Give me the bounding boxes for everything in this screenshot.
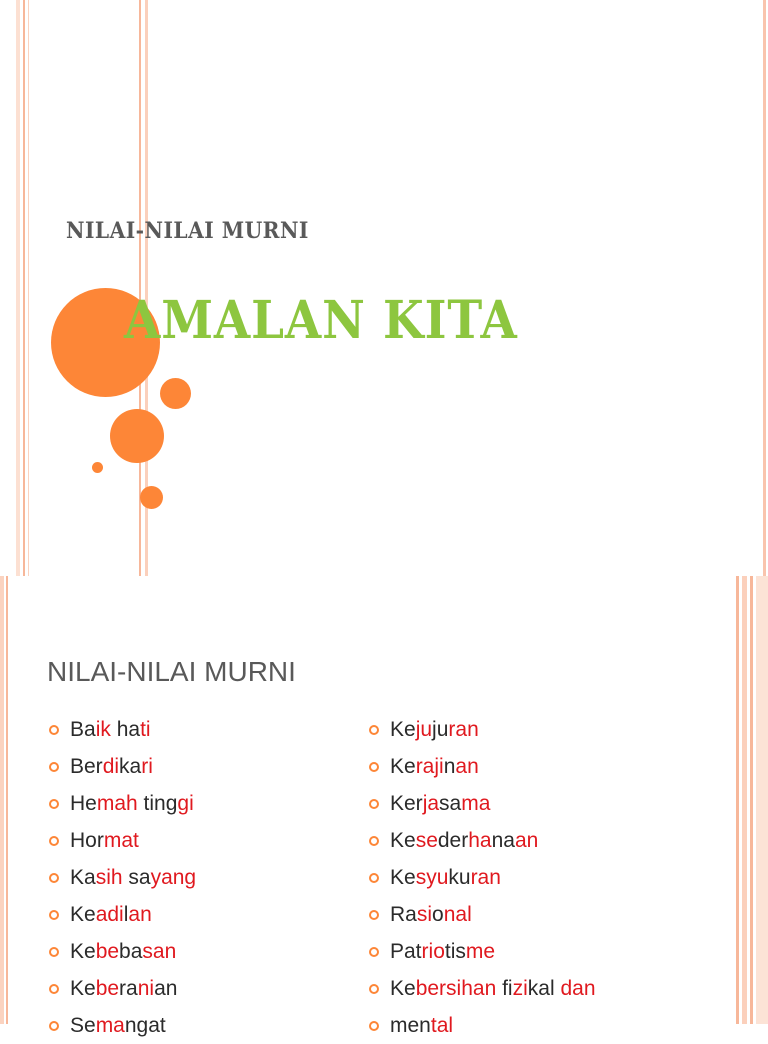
list-item: [47, 785, 196, 822]
highlighted-syllable: san: [142, 940, 177, 963]
bullet-icon: [49, 984, 59, 994]
bullet-icon: [49, 873, 59, 883]
slide-title: AMALAN KITA: [124, 290, 518, 351]
decor-circle: [92, 462, 103, 473]
list-item: [367, 785, 596, 822]
highlighted-syllable: tal: [430, 1014, 454, 1037]
highlighted-syllable: mat: [103, 829, 139, 852]
bullet-icon: [369, 984, 379, 994]
slide-heading: NILAI-NILAI MURNI: [47, 656, 296, 687]
bullet-icon: [369, 762, 379, 772]
decor-line: [742, 576, 747, 1024]
highlighted-syllable: si: [416, 903, 433, 926]
list-item: [367, 896, 596, 933]
syllable: Ke: [390, 718, 416, 741]
highlighted-syllable: ha: [468, 829, 492, 852]
syllable: ku: [448, 866, 471, 889]
decor-line: [756, 576, 768, 1024]
list-item: [367, 822, 596, 859]
highlighted-syllable: ni: [137, 977, 155, 1000]
decor-line: [6, 576, 8, 1024]
list-item: [367, 1007, 596, 1044]
list-item: [367, 970, 596, 1007]
syllable: Ka: [70, 866, 96, 889]
bullet-icon: [49, 799, 59, 809]
highlighted-syllable: nal: [443, 903, 472, 926]
highlighted-syllable: an: [455, 755, 479, 778]
syllable: o: [432, 903, 444, 926]
syllable: Ke: [390, 755, 416, 778]
bullet-icon: [49, 947, 59, 957]
syllable: ha: [110, 718, 141, 741]
bullet-icon: [49, 836, 59, 846]
syllable: l: [123, 903, 129, 926]
highlighted-syllable: gi: [177, 792, 194, 815]
highlighted-syllable: dan: [560, 977, 596, 1000]
syllable: Ber: [70, 755, 103, 778]
highlighted-syllable: an: [514, 829, 539, 852]
bullet-icon: [49, 910, 59, 920]
syllable: sa: [439, 792, 462, 815]
highlighted-syllable: ran: [448, 718, 479, 741]
highlighted-syllable: mah: [96, 792, 138, 815]
bullet-icon: [369, 1021, 379, 1031]
syllable: ka: [119, 755, 142, 778]
decor-circle: [140, 486, 163, 509]
syllable: ju: [432, 718, 449, 741]
bullet-icon: [369, 947, 379, 957]
highlighted-syllable: syu: [415, 866, 449, 889]
list-item: [47, 933, 196, 970]
bullet-icon: [369, 910, 379, 920]
decor-line: [28, 0, 29, 576]
syllable: Pat: [390, 940, 422, 963]
syllable: ba: [119, 940, 143, 963]
highlighted-syllable: rio: [421, 940, 445, 963]
decor-line: [23, 0, 25, 576]
highlighted-syllable: an: [128, 903, 152, 926]
list-item: [367, 748, 596, 785]
syllable: ngat: [124, 1014, 166, 1037]
highlighted-syllable: be: [95, 940, 120, 963]
decor-line: [763, 0, 766, 576]
syllable: kal: [527, 977, 561, 1000]
highlighted-syllable: be: [95, 977, 120, 1000]
syllable: ting: [137, 792, 178, 815]
list-item: [367, 711, 596, 748]
syllable: der: [437, 829, 469, 852]
list-item: [47, 970, 196, 1007]
syllable: Ke: [70, 940, 96, 963]
syllable: Ke: [390, 866, 416, 889]
highlighted-syllable: me: [465, 940, 496, 963]
highlighted-syllable: di: [102, 755, 120, 778]
highlighted-syllable: se: [415, 829, 438, 852]
syllable: fi: [496, 977, 513, 1000]
bullet-icon: [49, 725, 59, 735]
bullet-icon: [49, 1021, 59, 1031]
bullet-icon: [369, 873, 379, 883]
list-item: [47, 896, 196, 933]
highlighted-syllable: ik: [95, 718, 111, 741]
syllable: n: [443, 755, 456, 778]
values-list-left: [47, 711, 196, 1044]
list-item: [367, 933, 596, 970]
syllable: Ke: [390, 829, 416, 852]
syllable: Ba: [70, 718, 96, 741]
highlighted-syllable: ri: [141, 755, 153, 778]
highlighted-syllable: sih: [95, 866, 123, 889]
decor-circle: [110, 409, 164, 463]
highlighted-syllable: ma: [95, 1014, 125, 1037]
highlighted-syllable: ran: [470, 866, 501, 889]
syllable: Ke: [390, 977, 416, 1000]
highlighted-syllable: ti: [140, 718, 151, 741]
syllable: sa: [122, 866, 151, 889]
syllable: Ra: [390, 903, 417, 926]
syllable: He: [70, 792, 97, 815]
syllable: Ker: [390, 792, 423, 815]
list-item: [47, 711, 196, 748]
highlighted-syllable: bersi: [415, 977, 462, 1000]
highlighted-syllable: ja: [422, 792, 440, 815]
bullet-icon: [369, 836, 379, 846]
highlighted-syllable: han: [461, 977, 497, 1000]
bullet-icon: [369, 799, 379, 809]
highlighted-syllable: ju: [415, 718, 433, 741]
slide-subtitle: NILAI-NILAI MURNI: [66, 218, 309, 244]
decor-line: [139, 0, 141, 576]
highlighted-syllable: ma: [461, 792, 491, 815]
syllable: tis: [444, 940, 466, 963]
decor-line: [736, 576, 739, 1024]
highlighted-syllable: adi: [95, 903, 124, 926]
decor-line: [750, 576, 753, 1024]
decor-line: [0, 576, 4, 1024]
bullet-icon: [49, 762, 59, 772]
syllable: Se: [70, 1014, 96, 1037]
highlighted-syllable: yang: [150, 866, 197, 889]
values-slide: [0, 576, 768, 1037]
list-item: [47, 1007, 196, 1044]
highlighted-syllable: zi: [512, 977, 528, 1000]
syllable: men: [390, 1014, 431, 1037]
list-item: [367, 859, 596, 896]
highlighted-syllable: raji: [415, 755, 444, 778]
syllable: Ke: [70, 903, 96, 926]
decor-circle: [160, 378, 191, 409]
list-item: [47, 748, 196, 785]
values-list-right: [367, 711, 596, 1044]
syllable: na: [491, 829, 515, 852]
decor-line: [16, 0, 20, 576]
syllable: an: [154, 977, 178, 1000]
list-item: [47, 822, 196, 859]
syllable: Hor: [70, 829, 104, 852]
list-item: [47, 859, 196, 896]
syllable: ra: [119, 977, 138, 1000]
bullet-icon: [369, 725, 379, 735]
syllable: Ke: [70, 977, 96, 1000]
